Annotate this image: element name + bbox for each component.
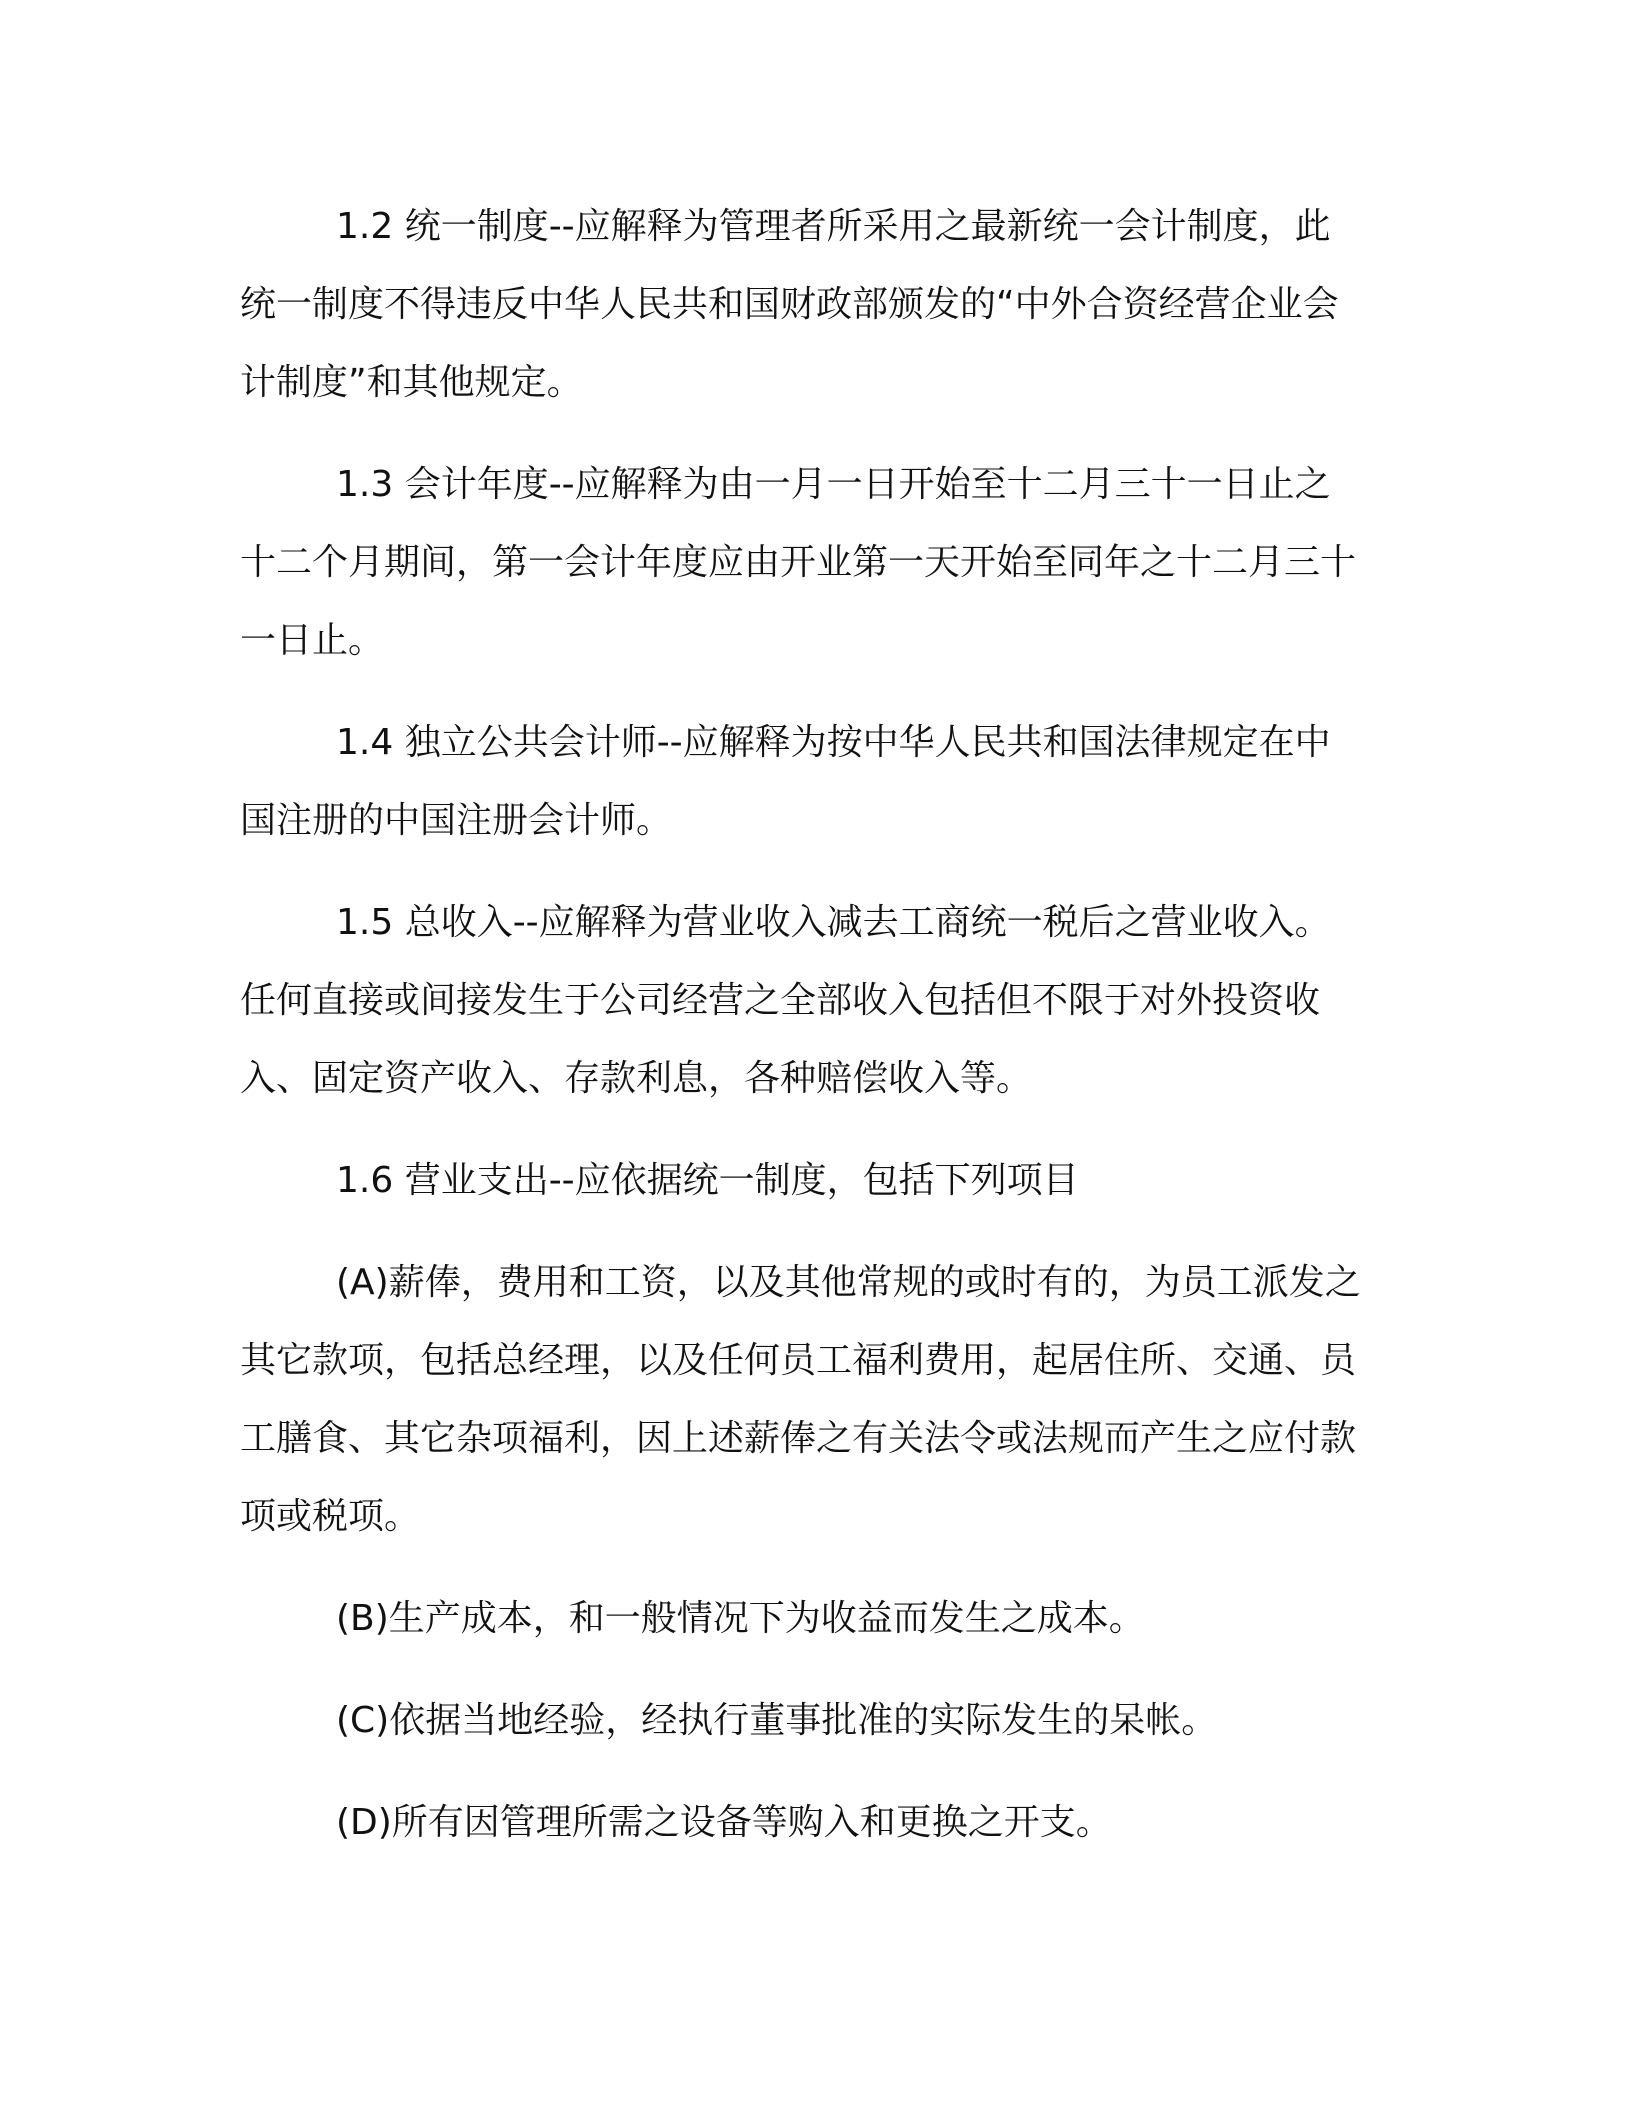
paragraph-b: (B)生产成本，和一般情况下为收益而发生之成本。 bbox=[336, 1598, 1145, 1639]
paragraph-a: (A)薪俸，费用和工资，以及其他常规的或时有的，为员工派发之其它款项，包括总经理，以及任何员工福利费用，起居住所、交通、员工膳食、其它杂项福利，因上述薪俸之有关法令或法规而产生之应付款项或税项。 bbox=[240, 1262, 1361, 1537]
paragraph-1-6: 1.6 营业支出--应依据统一制度，包括下列项目 bbox=[336, 1160, 1079, 1201]
paragraph-d: (D)所有因管理所需之设备等购入和更换之开支。 bbox=[336, 1802, 1112, 1843]
paragraph-1-5: 1.5 总收入--应解释为营业收入减去工商统一税后之营业收入。任何直接或间接发生于公司经营之全部收入包括但不限于对外投资收入、固定资产收入、存款利息，各种赔偿收入等。 bbox=[240, 902, 1331, 1099]
paragraph-c: (C)依据当地经验，经执行董事批准的实际发生的呆帐。 bbox=[336, 1700, 1218, 1741]
paragraph-1-2: 1.2 统一制度--应解释为管理者所采用之最新统一会计制度，此统一制度不得违反中华人民共和国财政部颁发的“中外合资经营企业会计制度”和其他规定。 bbox=[240, 206, 1339, 403]
paragraph-1-4: 1.4 独立公共会计师--应解释为按中华人民共和国法律规定在中国注册的中国注册会计师。 bbox=[240, 722, 1331, 841]
document-body bbox=[240, 188, 1362, 1862]
paragraph-1-3: 1.3 会计年度--应解释为由一月一日开始至十二月三十一日止之十二个月期间，第一会计年度应由开业第一天开始至同年之十二月三十一日止。 bbox=[240, 464, 1357, 661]
